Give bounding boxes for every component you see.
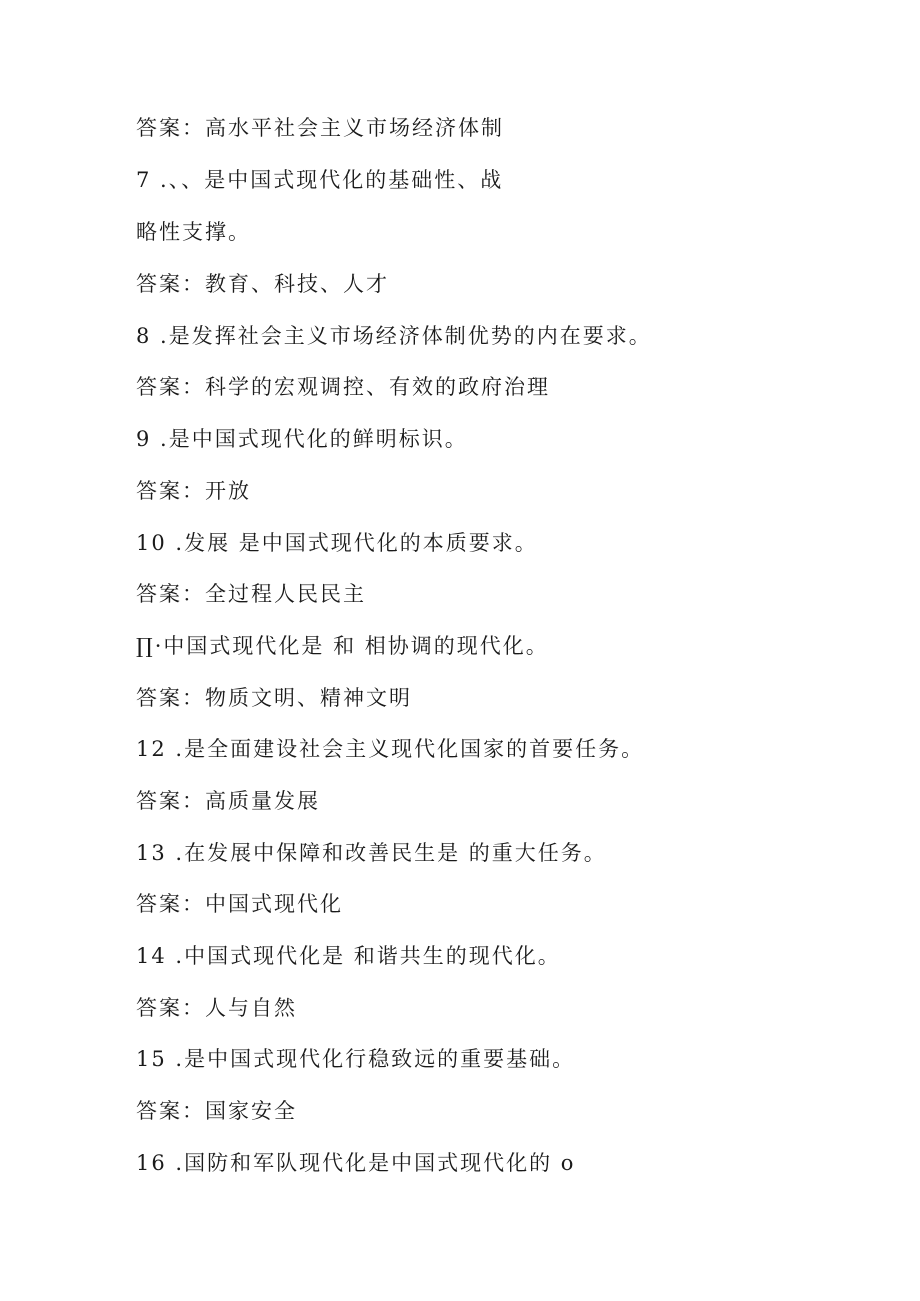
text-line: 答案：教育、科技、人才 [136, 272, 389, 296]
text-line: 答案：全过程人民民主 [136, 582, 366, 606]
text-line: ∏·中国式现代化是 和 相协调的现代化。 [136, 634, 549, 658]
text-line: 答案：物质文明、精神文明 [136, 686, 412, 710]
text-line: 答案：高质量发展 [136, 789, 320, 813]
text-line: 12 .是全面建设社会主义现代化国家的首要任务。 [136, 737, 645, 761]
text-line: 14 .中国式现代化是 和谐共生的现代化。 [136, 944, 561, 968]
text-line: 答案：中国式现代化 [136, 892, 343, 916]
text-line: 答案：国家安全 [136, 1099, 297, 1123]
text-line: 答案：人与自然 [136, 996, 297, 1020]
text-line: 答案：高水平社会主义市场经济体制 [136, 116, 504, 140]
text-line: 15 .是中国式现代化行稳致远的重要基础。 [136, 1047, 576, 1071]
text-line: 8 .是发挥社会主义市场经济体制优势的内在要求。 [136, 324, 652, 348]
text-line: 略性支撑。 [136, 220, 251, 244]
text-line: 10 .发展 是中国式现代化的本质要求。 [136, 531, 538, 555]
text-line: 9 .是中国式现代化的鲜明标识。 [136, 427, 468, 451]
text-line: 16 .国防和军队现代化是中国式现代化的 o [136, 1151, 576, 1175]
text-line: 答案：开放 [136, 479, 251, 503]
text-line: 13 .在发展中保障和改善民生是 的重大任务。 [136, 841, 607, 865]
text-line: 7 .、、是中国式现代化的基础性、战 [136, 168, 504, 192]
text-line: 答案：科学的宏观调控、有效的政府治理 [136, 375, 550, 399]
